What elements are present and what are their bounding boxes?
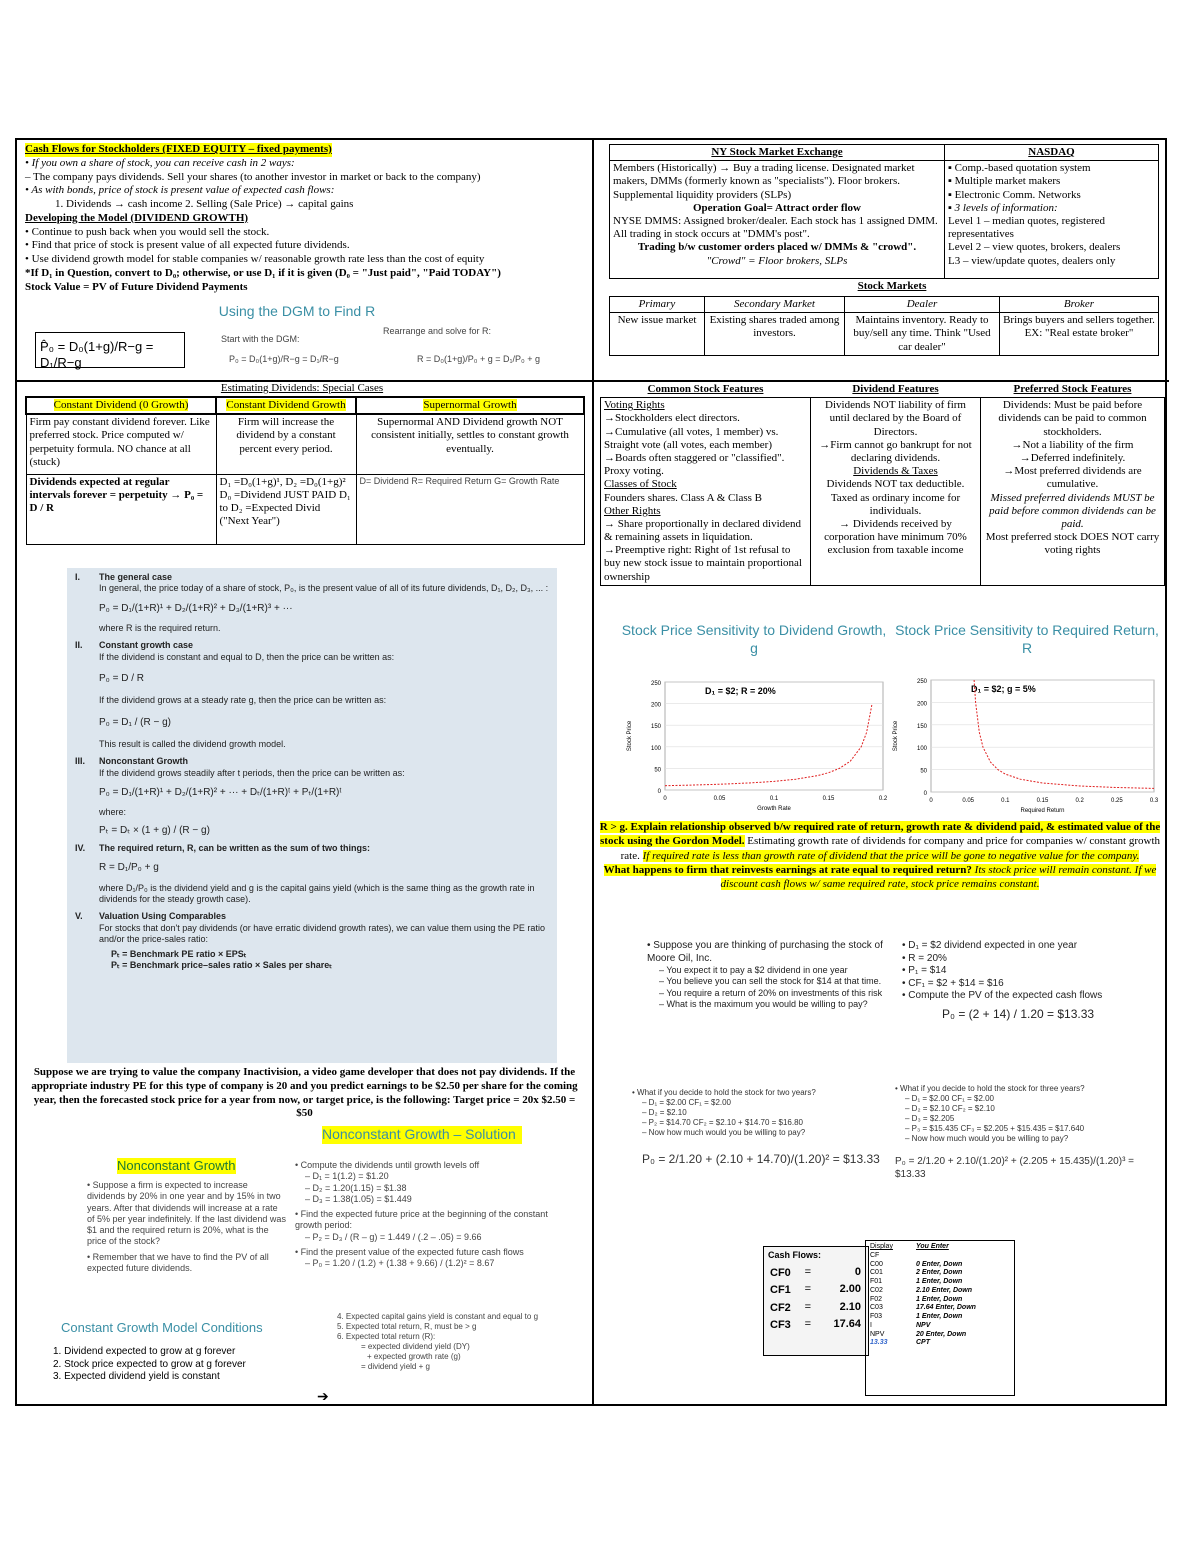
nasdaq-2: ▪ Multiple market makers	[948, 175, 1061, 188]
calc-row	[870, 1304, 1010, 1313]
market-h-dealer: Dealer	[845, 297, 1000, 313]
feat-c1: Voting Rights	[604, 399, 665, 412]
x-tick-label: 0.1	[1001, 798, 1010, 804]
y-tick-label: 50	[654, 767, 661, 774]
gordon-t5: Its stock price will remain constant. If we discount cash flows w/ same required rate, stock price remains constant.	[720, 863, 1157, 891]
calc-row	[870, 1313, 1010, 1322]
cf-eq: =	[804, 1300, 812, 1313]
calculator-keys-box	[865, 1240, 1015, 1396]
calc-h2: You Enter	[916, 1243, 949, 1250]
cf-value: 0	[854, 1266, 861, 1279]
nyse-dmms: NYSE DMMS: Assigned broker/dealer. Each stock has 1 assigned DMM. All trading in stock occurs at "DMM's post".	[613, 214, 938, 241]
calc-row	[870, 1296, 1010, 1305]
feat-p1: Dividends: Must be paid before dividends can be paid to common stockholders.	[998, 399, 1147, 438]
calc-val: CPT	[916, 1339, 930, 1347]
two-year-t2: – D₁ = $2.00 CF₁ = $2.00	[642, 1098, 732, 1107]
moore-a3: • P₁ = $14	[902, 965, 947, 976]
step-1b: – D₂ = 1.20(1.15) = $1.38	[305, 1182, 407, 1193]
feat-c5: Classes of Stock	[604, 478, 677, 491]
est-b3: D= Dividend R= Required Return G= Growth Rate	[356, 474, 584, 544]
calc-h1: Display	[870, 1243, 893, 1250]
calc-key: 13.33	[870, 1339, 888, 1347]
nasdaq-7: L3 – view/update quotes, dealers only	[948, 254, 1116, 267]
cf-label: CF0	[770, 1267, 791, 1280]
est-a1: Firm pay constant dividend forever. Like preferred stock. Price computed w/ perpetuity formula. NO chance at all (stuck)	[26, 414, 216, 474]
est-a2: Firm will increase the dividend by a constant percent every period.	[216, 414, 356, 474]
cash-flows-title: Cash Flows for Stockholders (FIXED EQUITY – fixed payments)	[25, 143, 332, 155]
gordon-t3: If required rate is less than growth rate of dividend that the price will be gone to negative value for the company.	[642, 849, 1140, 862]
three-year-h2: – D₁ = $2.00 CF₁ = $2.00	[905, 1094, 995, 1103]
calc-row	[870, 1278, 1010, 1287]
x-tick-label: 0	[929, 798, 933, 804]
dgm-note: *If D₁ in Question, convert to D₀; otherwise, or use D₁ if it is given (D₀ = "Just paid", "Paid TODAY")	[25, 266, 501, 279]
feat-c2: →Stockholders elect directors.	[604, 412, 740, 425]
moore-a1: • D₁ = $2 dividend expected in one year	[902, 940, 1078, 951]
dividend-features-cell	[811, 398, 981, 586]
y-tick-label: 200	[916, 701, 927, 708]
estimating-table	[25, 396, 585, 545]
panel-iii-formula: P₀ = D₁/(1+R)¹ + D₂/(1+R)² + ··· + Dₜ/(1+R)ᵗ + Pₜ/(1+R)ᵗ	[99, 786, 342, 798]
three-year-h3: – D₂ = $2.10 CF₂ = $2.10	[905, 1104, 995, 1113]
moore-a6: P₀ = (2 + 14) / 1.20 = $13.33	[942, 1006, 1095, 1021]
calc-row	[870, 1322, 1010, 1331]
panel-v-2: Pₜ = Benchmark price–sales ratio × Sales per shareₜ	[111, 960, 332, 971]
calc-row	[870, 1269, 1010, 1278]
dgm-bullet-1: • Continue to push back when you would sell the stock.	[25, 225, 270, 238]
x-tick-label: 0.05	[713, 796, 726, 802]
x-axis-label: Growth Rate	[757, 806, 791, 812]
feat-d4: Dividends NOT tax deductible. Taxed as ordinary income for individuals.	[826, 478, 965, 517]
feat-h3: Preferred Stock Features	[1013, 383, 1132, 395]
y-tick-label: 50	[920, 768, 927, 775]
y-tick-label: 0	[657, 789, 661, 795]
market-h-broker: Broker	[1000, 297, 1159, 313]
nonconstant-title: Nonconstant Growth	[117, 1158, 236, 1173]
calc-key: F02	[870, 1295, 883, 1303]
stock-markets-table	[609, 296, 1159, 356]
panel-i-text: In general, the price today of a share of stock, P₀, is the present value of all of its future dividends, D₁, D₂, D₃, ... :	[99, 583, 549, 594]
y-tick-label: 150	[916, 723, 927, 730]
cgm-4: 4. Expected capital gains yield is constant and equal to g	[337, 1312, 539, 1321]
feat-h2: Dividend Features	[852, 383, 939, 395]
bullet-4: 1. Dividends → cash income 2. Selling (Sale Price) → capital gains	[55, 198, 354, 210]
y-tick-label: 200	[650, 702, 661, 709]
calc-val: 17.64 Enter, Down	[916, 1304, 976, 1312]
market-broker: Brings buyers and sellers together. EX: "Real estate broker"	[1000, 313, 1159, 356]
cheat-sheet	[15, 138, 1167, 1406]
feat-p4: →Most preferred dividends are cumulative.	[1003, 465, 1142, 491]
nyse-trading: Trading b/w customer orders placed w/ DMMs & "crowd".	[637, 241, 917, 254]
x-tick-label: 0.2	[1075, 798, 1084, 804]
y-tick-label: 100	[916, 746, 927, 753]
moore-a5: • Compute the PV of the expected cash flows	[902, 990, 1103, 1001]
moore-q3: – You believe you can sell the stock for $14 at that time.	[659, 976, 882, 987]
nyse-nasdaq-table	[609, 144, 1159, 279]
y-axis-label: Stock Price	[893, 720, 899, 752]
common-stock-cell	[601, 398, 811, 586]
calc-row	[870, 1252, 1010, 1261]
cgm-9: = dividend yield + g	[361, 1362, 430, 1371]
dgm-subtitle: Developing the Model (DIVIDEND GROWTH)	[25, 211, 249, 224]
y-axis-label: Stock Price	[627, 720, 633, 752]
bullet-3: • As with bonds, price of stock is present value of expected cash flows:	[25, 184, 335, 197]
calc-val: 2.10 Enter, Down	[916, 1286, 973, 1294]
cgm-1: 1. Dividend expected to grow at g forever	[53, 1346, 236, 1357]
panel-ii-text: If the dividend is constant and equal to D, then the price can be written as:	[99, 651, 395, 662]
cgm-8: + expected growth rate (g)	[367, 1352, 461, 1361]
moore-answer	[902, 940, 1157, 1022]
feat-c8: → Share proportionally in declared dividend & remaining assets in liquidation.	[604, 517, 802, 544]
dgm-formula-2: P₀ = D₀(1+g)/R−g = D₁/R−g	[229, 354, 339, 364]
feat-c4: →Boards often staggered or "classified". Proxy voting.	[604, 451, 785, 478]
nyse-cell	[610, 161, 945, 279]
cf-value: 2.00	[839, 1283, 861, 1296]
gordon-t2: Estimating growth rate of dividends for company and price for companies w/ constant growth rate.	[620, 835, 1160, 862]
market-primary: New issue market	[610, 313, 705, 356]
nonconstant-question	[87, 1180, 287, 1274]
cash-flows-title: Cash Flows:	[768, 1250, 822, 1260]
calc-val: 20 Enter, Down	[916, 1330, 967, 1338]
three-year-h6: – Now how much would you be willing to pay?	[905, 1134, 1069, 1143]
growth-sensitivity-chart	[621, 672, 891, 814]
moore-a2: • R = 20%	[902, 952, 947, 964]
panel-iv-formula: R = D₁/P₀ + g	[99, 862, 159, 874]
three-year-h5: – P₃ = $15.435 CF₃ = $2.205 + $15.435 = $17.640	[905, 1124, 1085, 1133]
est-h3: Supernormal Growth	[356, 397, 584, 414]
gordon-text	[597, 820, 1163, 891]
panel-iv-text: where D₁/P₀ is the dividend yield and g is the capital gains yield (which is the same thing as the growth rate in dividends for the steady growth case).	[99, 882, 535, 904]
moore-q1: • Suppose you are thinking of purchasing the stock of Moore Oil, Inc.	[647, 940, 883, 964]
cgm-conditions-2	[337, 1312, 577, 1372]
calc-key: C01	[870, 1269, 883, 1277]
step-2a: – P₂ = D₃ / (R – g) = 1.449 / (.2 – .05) = 9.66	[305, 1231, 482, 1242]
cash-flows-box	[763, 1246, 869, 1356]
x-tick-label: 0.25	[1110, 798, 1123, 804]
panel-ii-formula-2: P₀ = D₁ / (R − g)	[99, 716, 171, 728]
feat-p5: Missed preferred dividends MUST be paid before common dividends can be paid.	[989, 491, 1156, 530]
y-tick-label: 0	[923, 791, 927, 797]
panel-v-text: For stocks that don't pay dividends (or have erratic dividend growth rates), we can value them using the PE ratio and/or the price-sales ratio:	[99, 922, 545, 944]
dgm-formula-r: R = D₀(1+g)/P₀ + g = D₁/P₀ + g	[417, 354, 541, 364]
y-tick-label: 100	[650, 745, 661, 752]
panel-v-1: Pₜ = Benchmark PE ratio × EPSₜ	[111, 949, 247, 959]
nonconstant-solution-title: Nonconstant Growth – Solution	[322, 1126, 522, 1144]
stock-markets-title: Stock Markets	[857, 280, 927, 292]
panel-ii-formula-1: P₀ = D / R	[99, 672, 144, 684]
feat-d2: →Firm cannot go bankrupt for not declaring dividends.	[819, 438, 972, 464]
cgm-title: Constant Growth Model Conditions	[61, 1320, 263, 1335]
panel-v-title: V. Valuation Using Comparables	[75, 911, 227, 922]
calc-row	[870, 1261, 1010, 1270]
required-return-sensitivity-chart	[887, 670, 1162, 816]
gordon-t1: R > g. Explain relationship observed b/w required rate of return, growth rate & dividend paid, & estimated value of the stock using the Gordon Model.	[599, 821, 1161, 848]
x-tick-label: 0	[663, 796, 667, 802]
nonconstant-steps	[295, 1160, 555, 1269]
est-h2: Constant Dividend Growth	[216, 397, 356, 414]
preferred-stock-cell	[981, 398, 1165, 586]
bullet-2: – The company pays dividends. Sell your shares (to another investor in market or back to the company)	[25, 170, 481, 183]
nyse-goal: Operation Goal= Attract order flow	[693, 201, 861, 214]
nyse-members: Members (Historically) → Buy a trading license. Designated market makers, DMMs (formerly known as "specialists"). Floor brokers. Supplemental liquidity providers (SLPs)	[613, 162, 915, 201]
start-with-dgm: Start with the DGM:	[221, 334, 300, 344]
two-year-t5: – Now how much would you be willing to pay?	[642, 1128, 806, 1137]
feat-d5: → Dividends received by corporation have minimum 70% exclusion from taxable income	[824, 517, 967, 557]
calc-row	[870, 1331, 1010, 1340]
step-1c: – D₃ = 1.38(1.05) = $1.449	[305, 1193, 412, 1204]
calc-val: 0 Enter, Down	[916, 1260, 963, 1268]
calc-row	[870, 1287, 1010, 1296]
moore-q2: – You expect it to pay a $2 dividend in one year	[659, 965, 848, 975]
nasdaq-6: Level 2 – view quotes, brokers, dealers	[948, 241, 1121, 254]
cf-eq: =	[804, 1317, 812, 1330]
calc-val: 1 Enter, Down	[916, 1295, 963, 1303]
moore-a4: • CF₁ = $2 + $14 = $16	[902, 977, 1004, 989]
nasdaq-5: Level 1 – median quotes, registered representatives	[948, 214, 1106, 241]
est-b2: D₁ =D₀(1+g)¹, D₂ =D₀(1+g)² D₀ =Dividend JUST PAID D₁ to D₂ =Expected Divid ("Next Year")	[216, 474, 356, 544]
nasdaq-1: ▪ Comp.-based quotation system	[948, 162, 1091, 175]
two-year-hold	[632, 1088, 897, 1167]
calc-key: F03	[870, 1313, 883, 1320]
step-1: • Compute the dividends until growth levels off	[295, 1160, 480, 1170]
three-year-h4: – D₃ = $2.205	[905, 1114, 955, 1123]
step-3a: – P₀ = 1.20 / (1.2) + (1.38 + 9.66) / (1.2)² = 8.67	[305, 1258, 495, 1268]
x-tick-label: 0.05	[962, 798, 975, 804]
two-year-t3: – D₂ = $2.10	[642, 1108, 687, 1117]
dgm-formula-box: P̂₀ = D₀(1+g)/R−g = D₁/R−g	[35, 332, 185, 368]
calc-key: C02	[870, 1286, 883, 1294]
chart-annotation: D₁ = $2; R = 20%	[705, 686, 776, 696]
nonconstant-remember: • Remember that we have to find the PV of all expected future dividends.	[87, 1251, 269, 1273]
cgm-7: = expected dividend yield (DY)	[361, 1342, 470, 1351]
nonconstant-q: • Suppose a firm is expected to increase dividends by 20% in one year and by 15% in two years. After that dividends will increase at a rate of 5% per year indefinitely. If the last dividend was $1 and the required return is 20%, what is the price of the stock?	[87, 1180, 286, 1247]
cgm-3: 3. Expected dividend yield is constant	[53, 1371, 220, 1382]
cash-flows-rows	[768, 1265, 864, 1334]
cf-value: 17.64	[833, 1317, 861, 1330]
calc-key: F01	[870, 1278, 883, 1285]
calc-key: NPV	[870, 1330, 885, 1338]
panel-ii-title: II. Constant growth case	[75, 640, 194, 651]
feat-p3: →Deferred indefinitely.	[1019, 451, 1126, 464]
panel-iii-text: If the dividend grows steadily after t periods, then the price can be written as:	[99, 767, 405, 778]
features-table	[600, 382, 1165, 586]
nyse-header: NY Stock Market Exchange	[610, 145, 945, 161]
step-2: • Find the expected future price at the beginning of the constant growth period:	[295, 1209, 548, 1231]
calc-key: I	[870, 1321, 872, 1329]
cgm-2: 2. Stock price expected to grow at g forever	[53, 1358, 246, 1370]
panel-ii-text2: If the dividend grows at a steady rate g, then the price can be written as:	[99, 695, 387, 706]
est-a3: Supernormal AND Dividend growth NOT consistent initially, settles to constant growth eventually.	[356, 414, 584, 474]
y-tick-label: 150	[650, 724, 661, 731]
nyse-crowd: "Crowd" = Floor brokers, SLPs	[706, 254, 848, 267]
cgm-conditions	[53, 1346, 323, 1384]
calc-val: 1 Enter, Down	[916, 1278, 963, 1285]
panel-iii-where: where:	[99, 807, 127, 818]
calc-header	[870, 1243, 1010, 1252]
feat-h1: Common Stock Features	[647, 383, 764, 395]
x-tick-label: 0.2	[878, 796, 888, 802]
two-year-t6: P₀ = 2/1.20 + (2.10 + 14.70)/(1.20)² = $13.33	[642, 1152, 880, 1166]
vertical-divider	[592, 140, 594, 1404]
formula-panel	[67, 568, 557, 1063]
x-tick-label: 0.15	[1036, 798, 1049, 804]
calc-key: CF	[870, 1251, 880, 1259]
cf-label: CF3	[770, 1318, 791, 1331]
est-b1: Dividends expected at regular intervals forever = perpetuity → P₀ = D / R	[26, 474, 216, 544]
cf-label: CF2	[770, 1301, 791, 1314]
cf-eq: =	[804, 1266, 812, 1279]
cf-label: CF1	[770, 1284, 791, 1297]
two-year-t1: • What if you decide to hold the stock for two years?	[632, 1088, 816, 1097]
calc-key: C00	[870, 1260, 883, 1268]
market-h-primary: Primary	[610, 297, 705, 313]
feat-p2: →Not a liability of the firm	[1011, 438, 1134, 451]
calc-row	[870, 1339, 1010, 1348]
estimating-title: Estimating Dividends: Special Cases	[220, 382, 384, 394]
y-tick-label: 250	[650, 681, 661, 687]
y-tick-label: 250	[916, 679, 927, 685]
moore-q5: – What is the maximum you would be willing to pay?	[659, 998, 868, 1009]
x-tick-label: 0.15	[822, 796, 835, 802]
three-year-hold	[895, 1084, 1160, 1181]
chart1-title: Stock Price Sensitivity to Dividend Growth, g	[621, 622, 887, 656]
feat-c6: Founders shares. Class A & Class B	[604, 491, 762, 504]
feat-d3: Dividends & Taxes	[853, 465, 938, 478]
cash-flows-section	[25, 143, 585, 294]
dgm-bullet-3: • Use dividend growth model for stable companies w/ reasonable growth rate less than the cost of equity	[25, 253, 485, 265]
calc-val: NPV	[916, 1321, 931, 1329]
panel-i-where: where R is the required return.	[99, 623, 221, 633]
feat-c7: Other Rights	[604, 504, 661, 517]
x-tick-label: 0.3	[1149, 798, 1159, 804]
calc-val: 1 Enter, Down	[916, 1313, 963, 1320]
panel-i-formula: P₀ = D₁/(1+R)¹ + D₂/(1+R)² + D₃/(1+R)³ + ···	[99, 602, 293, 614]
dgm-bullet-2: • Find that price of stock is present value of all expected future dividends.	[25, 239, 350, 252]
panel-iii-formula-2: Pₜ = Dₜ × (1 + g) / (R − g)	[99, 824, 210, 836]
rearrange-text: Rearrange and solve for R:	[383, 326, 492, 336]
panel-iv-title: IV. The required return, R, can be written as the sum of two things:	[75, 843, 371, 853]
three-year-h1: • What if you decide to hold the stock for three years?	[895, 1084, 1085, 1093]
nasdaq-cell	[945, 161, 1159, 279]
est-h1: Constant Dividend (0 Growth)	[26, 397, 216, 414]
step-1a: – D₁ = 1(1.2) = $1.20	[305, 1171, 389, 1182]
x-axis-label: Required Return	[1020, 808, 1065, 814]
plot-area	[931, 680, 1154, 792]
feat-c3: →Cumulative (all votes, 1 member) vs. Straight vote (all votes, each member)	[604, 425, 779, 451]
dgm-find-r-title: Using the DGM to Find R	[218, 303, 376, 319]
nasdaq-4: ▪ 3 levels of information:	[948, 201, 1058, 214]
stock-value-line: Stock Value = PV of Future Dividend Payments	[25, 280, 248, 293]
activision-text: Suppose we are trying to value the company Inactivision, a video game developer that does not pay dividends. If the appropriate industry PE for this type of company is 20 and you predict earnings to be $2.50 per share for the coming year, then the forecasted stock price for a year from now, or target price, is the following: Target price = 20x $2.50 = $50	[31, 1066, 578, 1120]
step-3: • Find the present value of the expected future cash flows	[295, 1246, 524, 1257]
calc-key: C03	[870, 1304, 883, 1312]
three-year-h7: P₀ = 2/1.20 + 2.10/(1.20)² + (2.205 + 15.435)/(1.20)³ = $13.33	[895, 1156, 1135, 1180]
feat-c9: →Preemptive right: Right of 1st refusal to buy new stock issue to maintain proportional ownership	[604, 544, 802, 583]
panel-i-title: I. The general case	[75, 572, 173, 582]
two-year-t4: – P₂ = $14.70 CF₂ = $2.10 + $14.70 = $16.80	[642, 1118, 803, 1127]
nasdaq-3: ▪ Electronic Comm. Networks	[948, 188, 1081, 201]
arrow-icon: ➔	[317, 1390, 329, 1405]
market-dealer: Maintains inventory. Ready to buy/sell any time. Think "Used car dealer"	[845, 313, 1000, 356]
moore-q4: – You require a return of 20% on investments of this risk	[659, 987, 883, 998]
panel-ii-text3: This result is called the dividend growth model.	[99, 739, 286, 749]
gordon-t4: What happens to firm that reinvests earnings at rate equal to required return?	[603, 863, 972, 876]
market-h-secondary: Secondary Market	[705, 297, 845, 313]
feat-d1: Dividends NOT liability of firm until declared by the Board of Directors.	[825, 399, 966, 438]
chart-annotation: D₁ = $2; g = 5%	[971, 684, 1036, 694]
cf-value: 2.10	[839, 1300, 861, 1313]
cf-eq: =	[804, 1283, 812, 1296]
bullet-1: • If you own a share of stock, you can receive cash in 2 ways:	[25, 156, 295, 169]
plot-area	[665, 682, 883, 790]
cgm-5: 5. Expected total return, R, must be > g	[337, 1322, 477, 1331]
cgm-6: 6. Expected total return (R):	[337, 1332, 436, 1341]
panel-iii-title: III. Nonconstant Growth	[75, 756, 188, 767]
chart2-title: Stock Price Sensitivity to Required Return, R	[895, 622, 1159, 656]
nasdaq-header: NASDAQ	[945, 145, 1159, 161]
feat-p6: Most preferred stock DOES NOT carry voting rights	[985, 531, 1160, 557]
calc-val: 2 Enter, Down	[916, 1269, 963, 1277]
x-tick-label: 0.1	[769, 796, 779, 802]
moore-question	[647, 940, 897, 1010]
market-secondary: Existing shares traded among investors.	[705, 313, 845, 356]
